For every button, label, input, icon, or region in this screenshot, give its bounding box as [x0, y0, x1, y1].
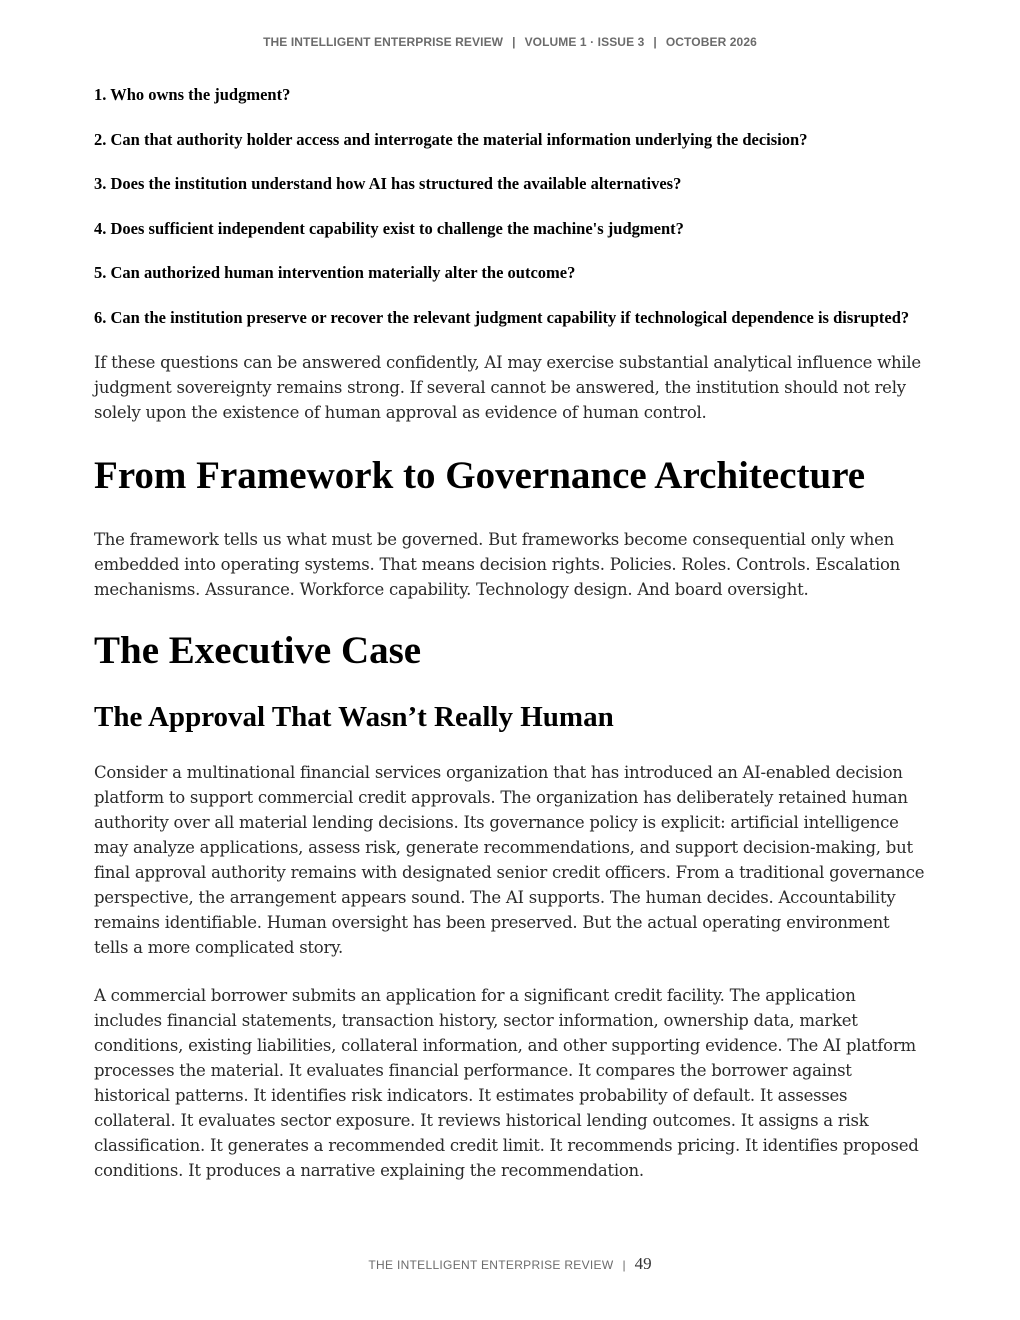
subheading-approval: The Approval That Wasn’t Really Human: [94, 700, 614, 733]
question-item: 5. Can authorized human intervention materially alter the outcome?: [94, 263, 576, 282]
footer-publication: THE INTELLIGENT ENTERPRISE REVIEW: [368, 1258, 614, 1272]
paragraph-case-overview: Consider a multinational financial services organization that has introduced an AI-enabled decision platform to support commercial credit approvals. The organization has deliberately retained human authority over all material lending decisions. Its governance policy is explicit: artificial intelligence may analyze applications, assess risk, generate recommendations, and support decision-making, but final approval authority remains with designated senior credit officers. From a traditional governance perspective, the arrangement appears sound. The AI supports. The human decides. Accountability remains identifiable. Human oversight has been preserved. But the actual operating environment tells a more complicated story.: [94, 762, 925, 957]
question-item: 2. Can that authority holder access and interrogate the material information underlying the decision?: [94, 129, 808, 149]
governance-questions-list: [94, 84, 926, 328]
header-issue: VOLUME 1 · ISSUE 3: [524, 35, 645, 49]
section-heading-executive-case: The Executive Case: [94, 628, 422, 672]
section-heading-framework: From Framework to Governance Architecture: [94, 453, 866, 497]
paragraph-confidence: If these questions can be answered confidently, AI may exercise substantial analytical influence while judgment sovereignty remains strong. If several cannot be answered, the institution should not rely solely upon the existence of human approval as evidence of human control.: [94, 352, 921, 422]
paragraph-framework: The framework tells us what must be governed. But frameworks become consequential only when embedded into operating systems. That means decision rights. Policies. Roles. Controls. Escalation mechanisms. Assurance. Workforce capability. Technology design. And board oversight.: [94, 529, 901, 599]
question-item: 6. Can the institution preserve or recover the relevant judgment capability if technological dependence is disrupted?: [94, 307, 910, 327]
question-item: 4. Does sufficient independent capability exist to challenge the machine's judgment?: [94, 218, 684, 238]
header-separator: |: [653, 35, 657, 49]
article-body: [94, 84, 926, 1183]
paragraph-borrower-application: A commercial borrower submits an application for a significant credit facility. The application includes financial statements, transaction history, sector information, ownership data, market conditions, existing liabilities, collateral information, and other supporting evidence. The AI platform processes the material. It evaluates financial performance. It compares the borrower against historical patterns. It identifies risk indicators. It estimates probability of default. It assesses collateral. It evaluates sector exposure. It reviews historical lending outcomes. It assigns a risk classification. It generates a recommended credit limit. It recommends pricing. It identifies proposed conditions. It produces a narrative explaining the recommendation.: [94, 985, 919, 1180]
running-footer: [0, 1254, 1020, 1274]
header-publication: THE INTELLIGENT ENTERPRISE REVIEW: [263, 35, 504, 49]
header-separator: |: [512, 35, 516, 49]
header-date: OCTOBER 2026: [665, 35, 757, 49]
question-item: 3. Does the institution understand how AI has structured the available alternatives?: [94, 174, 682, 193]
footer-separator: |: [622, 1258, 626, 1272]
page-number: 49: [634, 1254, 652, 1273]
running-header: [0, 35, 1020, 49]
question-item: 1. Who owns the judgment?: [94, 85, 291, 104]
